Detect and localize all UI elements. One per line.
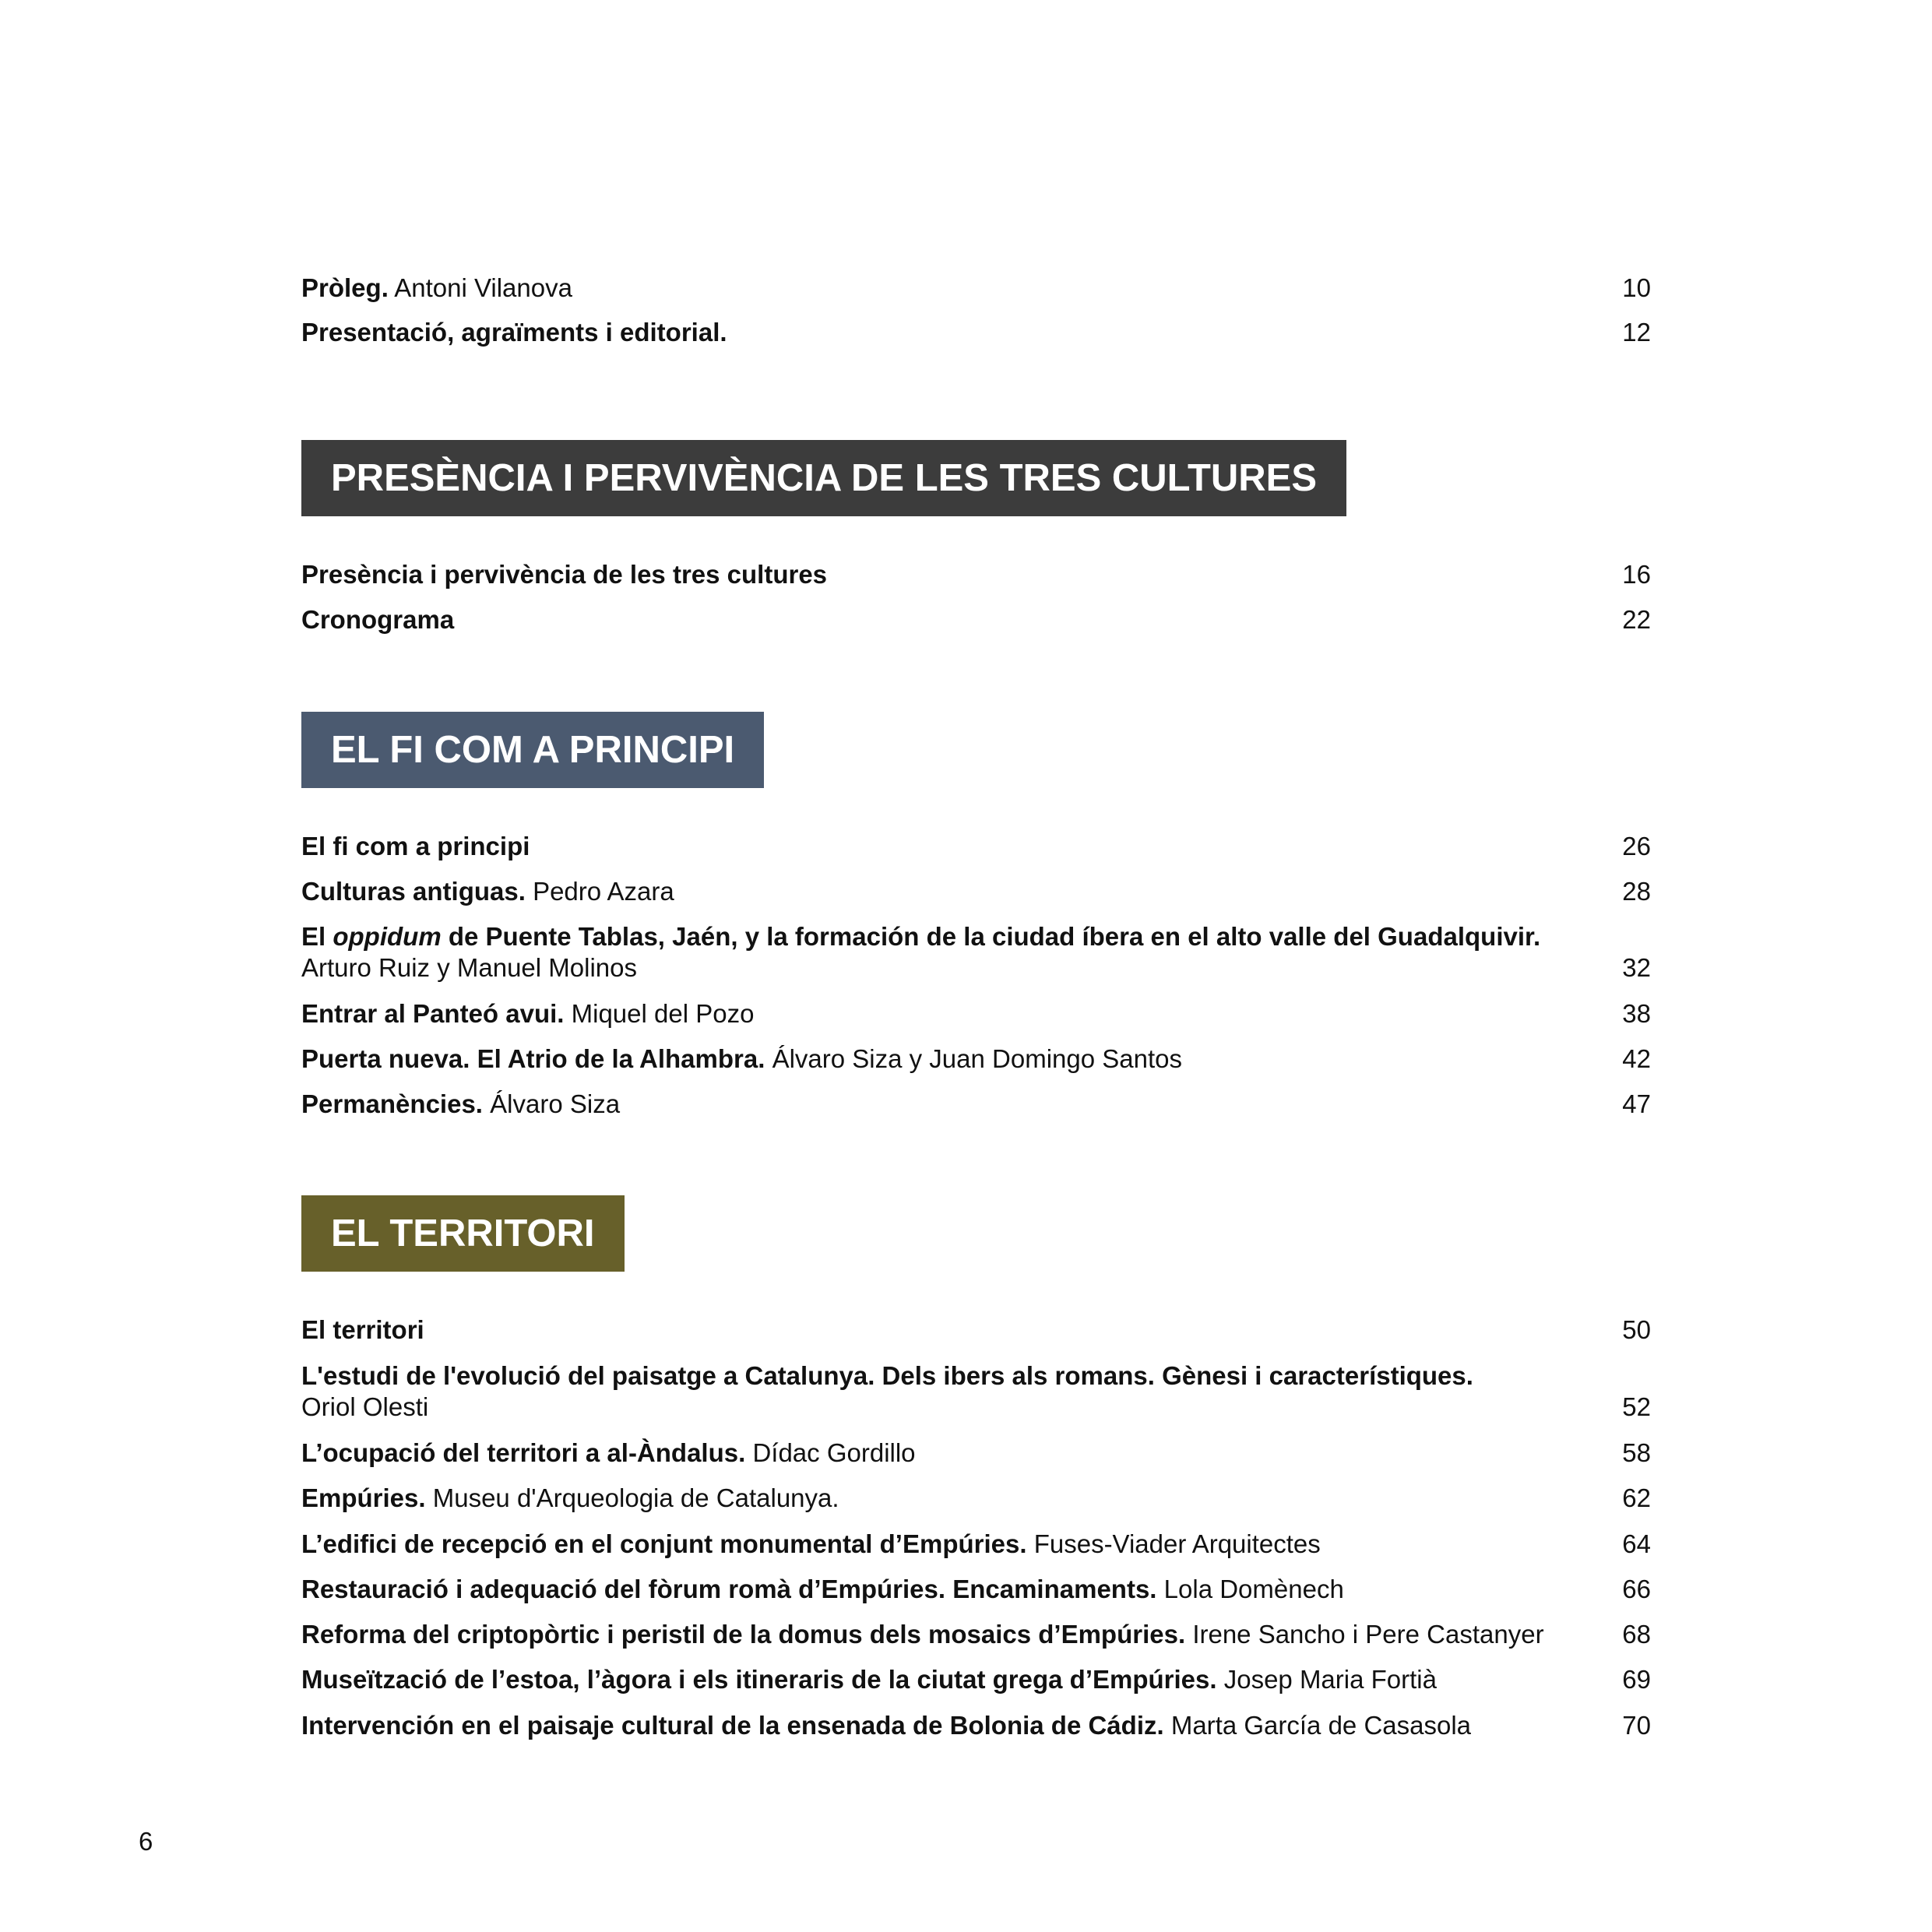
entry-author: Arturo Ruiz y Manuel Molinos [301, 953, 637, 982]
entry-title: Permanències. [301, 1089, 483, 1118]
toc-entry[interactable] [301, 1710, 1651, 1741]
entry-title: Restauració i adequació del fòrum romà d’Empúries. Encaminaments. [301, 1575, 1157, 1603]
entry-page: 66 [1622, 1575, 1651, 1603]
toc-entry[interactable] [301, 1314, 1651, 1346]
entry-title: Empúries. [301, 1483, 426, 1512]
entry-author: Antoni Vilanova [394, 273, 572, 302]
entry-page: 28 [1622, 877, 1651, 906]
entry-page: 10 [1622, 273, 1651, 302]
entry-title: L'estudi de l'evolució del paisatge a Catalunya. Dels ibers als romans. Gènesi i característiques. [301, 1361, 1473, 1390]
toc-entry[interactable] [301, 876, 1651, 907]
toc-entry[interactable] [301, 604, 1651, 635]
entry-title: Museïtzació de l’estoa, l’àgora i els itineraris de la ciutat grega d’Empúries. [301, 1665, 1217, 1694]
entry-title: Cronograma [301, 605, 455, 634]
toc-entry[interactable] [301, 1483, 1651, 1514]
section-heading: EL TERRITORI [301, 1195, 625, 1272]
entry-page: 62 [1622, 1483, 1651, 1512]
entry-page: 16 [1622, 560, 1651, 589]
entry-title: Presentació, agraïments i editorial. [301, 318, 727, 347]
entry-page: 58 [1622, 1438, 1651, 1467]
entry-title: Entrar al Panteó avui. [301, 999, 565, 1028]
entry-title: El territori [301, 1315, 424, 1344]
entry-title: Puerta nueva. El Atrio de la Alhambra. [301, 1044, 765, 1073]
toc-entry[interactable] [301, 1574, 1651, 1605]
entry-page: 64 [1622, 1529, 1651, 1558]
toc-entry[interactable] [301, 921, 1651, 984]
toc-entry[interactable] [301, 998, 1651, 1029]
entry-author: Museu d'Arqueologia de Catalunya. [432, 1483, 839, 1512]
entry-author: Álvaro Siza [490, 1089, 621, 1118]
entry-title: L’edifici de recepció en el conjunt monumental d’Empúries. [301, 1529, 1027, 1558]
entry-page: 12 [1622, 318, 1651, 347]
entry-author: Álvaro Siza y Juan Domingo Santos [772, 1044, 1182, 1073]
entry-title [301, 922, 1540, 951]
entry-page: 52 [1622, 1392, 1651, 1421]
toc-entry[interactable] [301, 1089, 1651, 1120]
toc-entry[interactable] [301, 831, 1651, 862]
entry-title-pre: El [301, 922, 333, 951]
entry-title: L’ocupació del territori a al-Àndalus. [301, 1438, 746, 1467]
entry-page: 38 [1622, 999, 1651, 1028]
entry-author: Irene Sancho i Pere Castanyer [1192, 1620, 1544, 1649]
entry-page: 69 [1622, 1665, 1651, 1694]
entry-page: 70 [1622, 1711, 1651, 1740]
toc-entry[interactable] [301, 1664, 1651, 1695]
toc-entry[interactable] [301, 1438, 1651, 1469]
entry-title: Presència i pervivència de les tres cultures [301, 560, 828, 589]
toc-entry[interactable] [301, 273, 1651, 304]
entry-title-italic: oppidum [333, 922, 442, 951]
entry-author: Oriol Olesti [301, 1392, 429, 1421]
entry-page: 26 [1622, 832, 1651, 860]
entry-title: Intervención en el paisaje cultural de la ensenada de Bolonia de Cádiz. [301, 1711, 1164, 1740]
toc-entry[interactable] [301, 559, 1651, 590]
entry-title-post: de Puente Tablas, Jaén, y la formación de la ciudad íbera en el alto valle del Guadalquivir. [441, 922, 1541, 951]
entry-title: Culturas antiguas. [301, 877, 526, 906]
entry-author: Josep Maria Fortià [1223, 1665, 1437, 1694]
toc-entry[interactable] [301, 1619, 1651, 1650]
entry-page: 47 [1622, 1089, 1651, 1118]
section-heading: PRESÈNCIA I PERVIVÈNCIA DE LES TRES CULTURES [301, 440, 1346, 516]
section-heading: EL FI COM A PRINCIPI [301, 712, 764, 788]
entry-author: Dídac Gordillo [752, 1438, 916, 1467]
entry-author: Marta García de Casasola [1170, 1711, 1472, 1740]
entry-title: Reforma del criptopòrtic i peristil de la domus dels mosaics d’Empúries. [301, 1620, 1186, 1649]
toc-entry[interactable] [301, 1529, 1651, 1560]
entry-page: 68 [1622, 1620, 1651, 1649]
entry-author: Pedro Azara [533, 877, 674, 906]
page-number: 6 [139, 1827, 153, 1856]
entry-author: Fuses-Viader Arquitectes [1033, 1529, 1321, 1558]
toc-entry[interactable] [301, 1043, 1651, 1075]
entry-page: 50 [1622, 1315, 1651, 1344]
entry-author: Lola Domènech [1163, 1575, 1344, 1603]
entry-title: El fi com a principi [301, 832, 530, 860]
entry-page: 42 [1622, 1044, 1651, 1073]
entry-author: Miquel del Pozo [571, 999, 755, 1028]
toc-entry[interactable] [301, 1360, 1651, 1423]
entry-title: Pròleg. [301, 273, 389, 302]
entry-page: 22 [1622, 605, 1651, 634]
entry-page: 32 [1622, 953, 1651, 982]
toc-entry[interactable] [301, 317, 1651, 348]
